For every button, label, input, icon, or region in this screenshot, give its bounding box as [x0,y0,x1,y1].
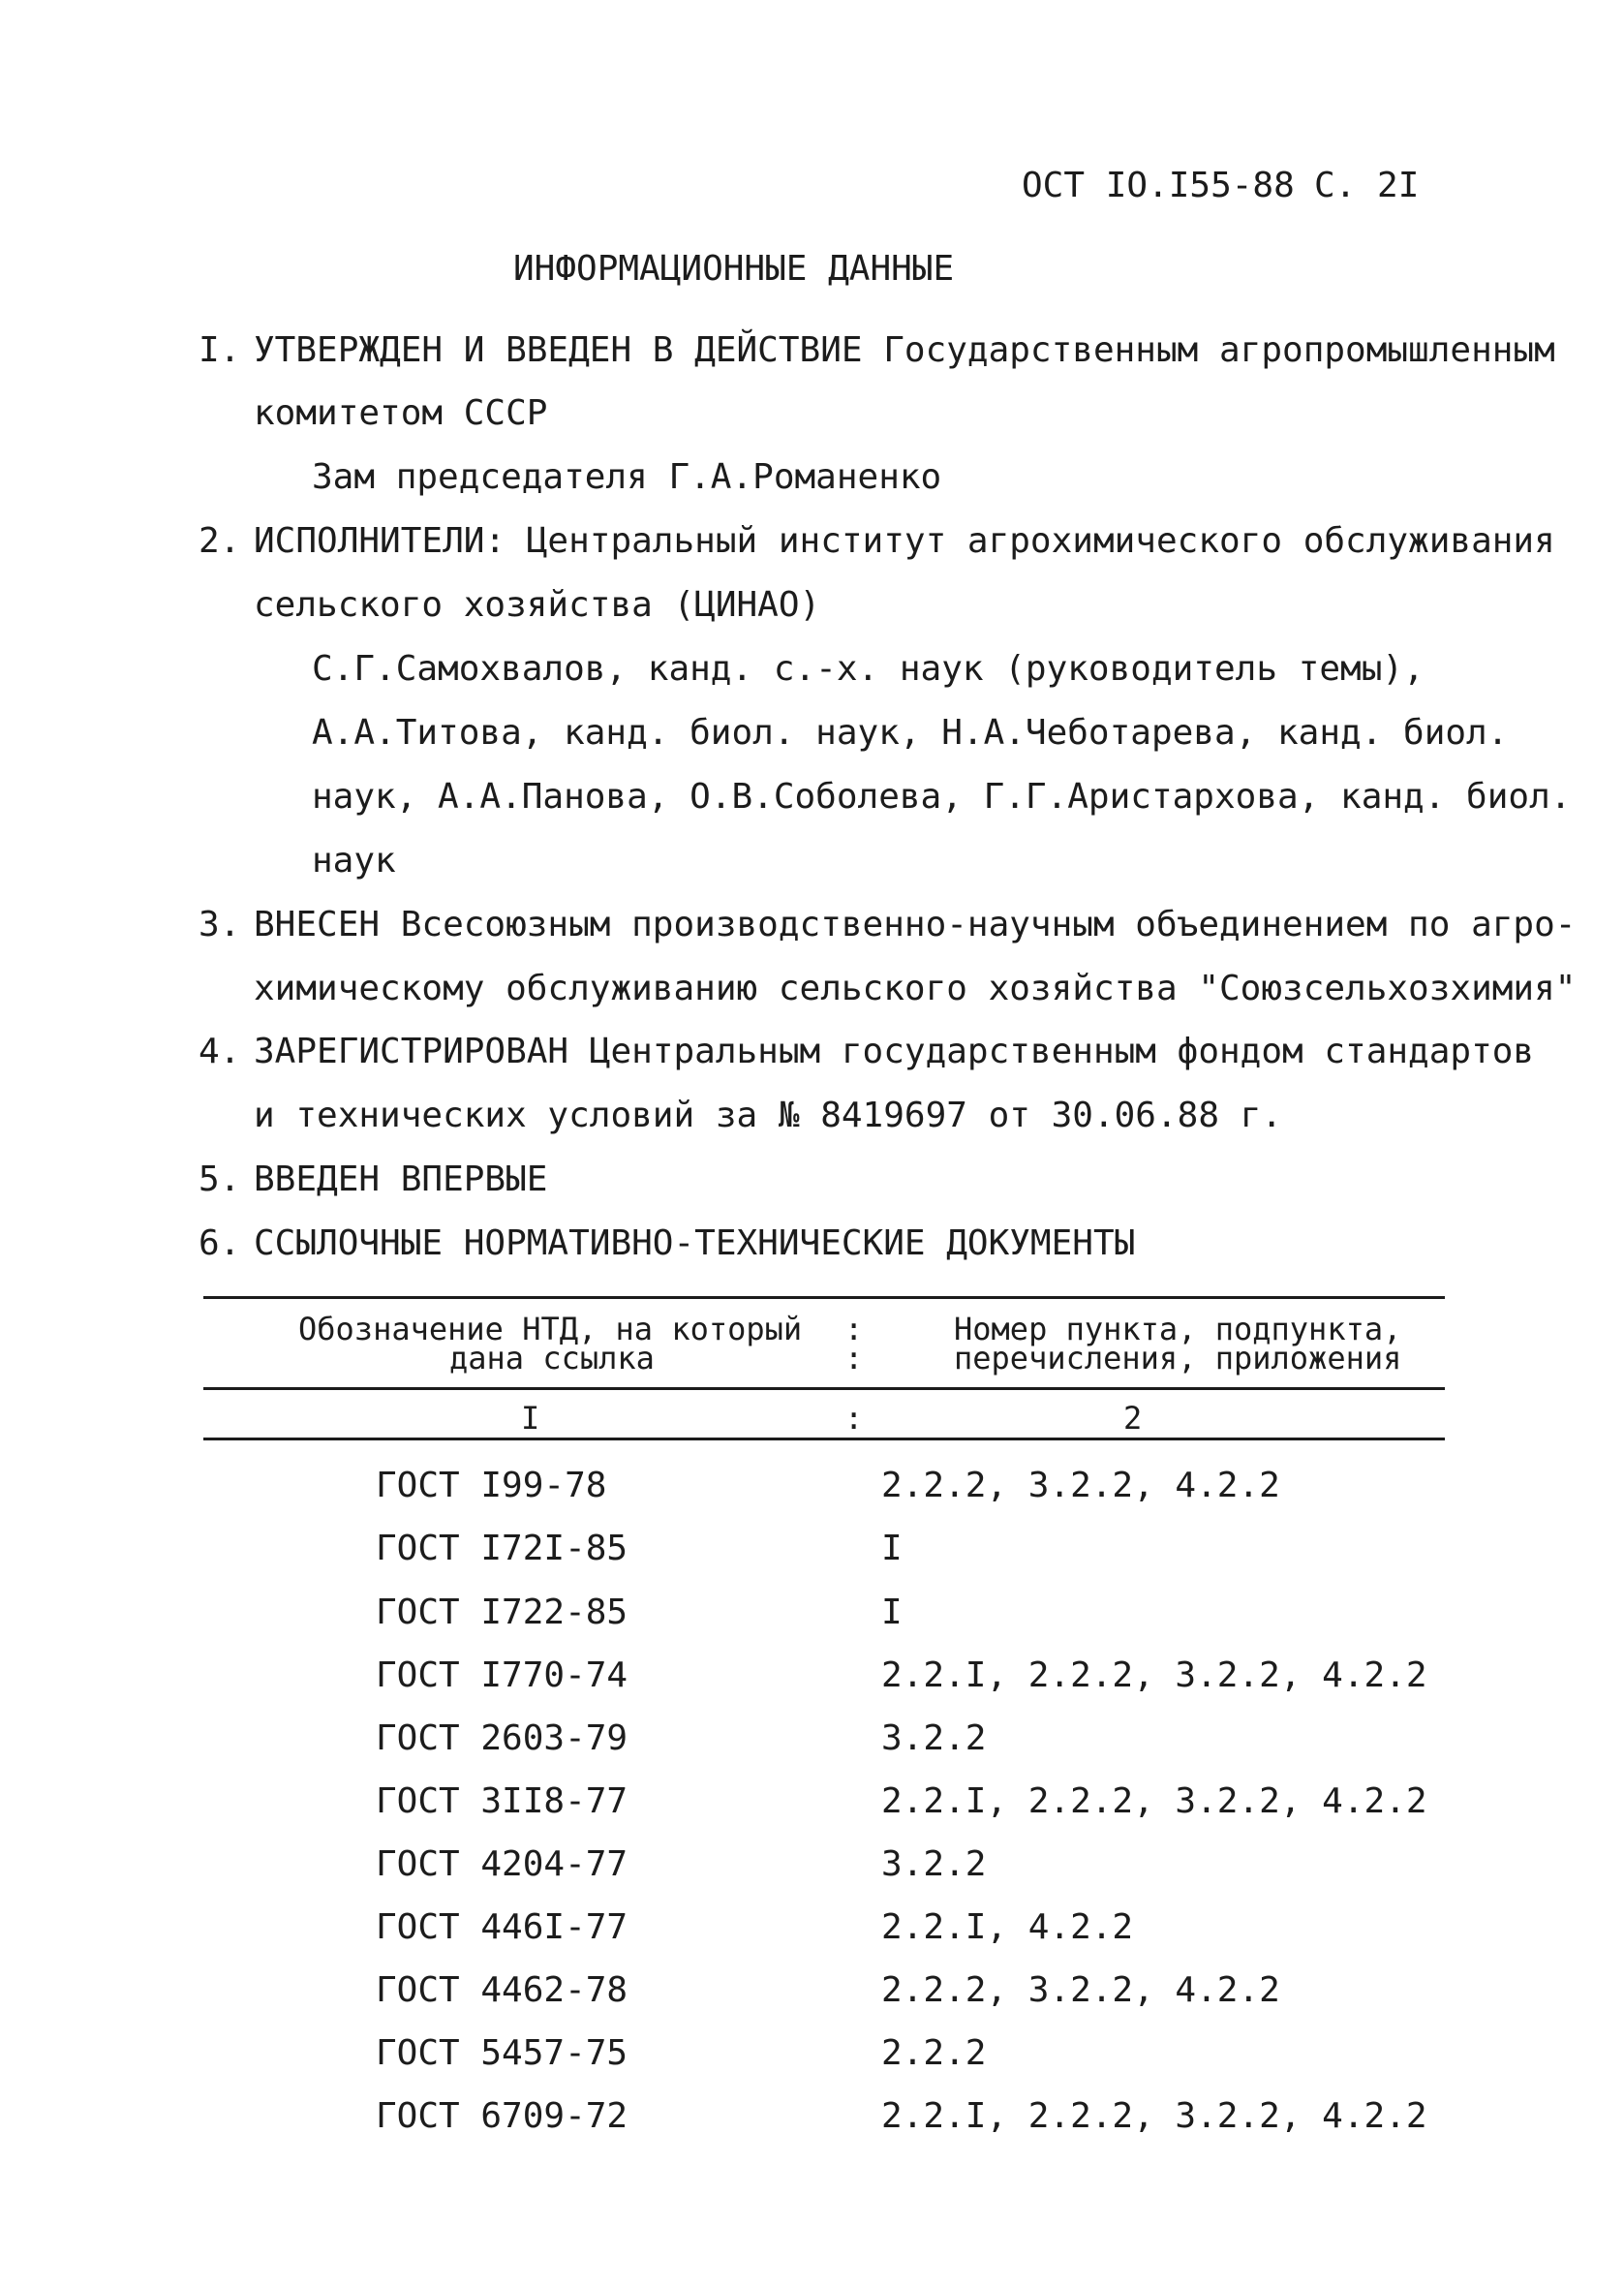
item-line: ВВЕДЕН ВПЕРВЫЕ [254,1160,548,1199]
item-number: I. [199,330,241,370]
page-number: С. 2I [1314,166,1420,205]
table-row-refs: 3.2.2 [881,1718,987,1758]
table-row-doc: ГОСТ 6709-72 [376,2096,628,2136]
item-line: ЗАРЕГИСТРИРОВАН Центральным государственным фондом стандартов [254,1032,1535,1071]
table-col2-header: перечисления, приложения [954,1340,1402,1376]
table-row-refs: 3.2.2 [881,1844,987,1884]
item-number: 5. [199,1160,241,1199]
page-title: ИНФОРМАЦИОННЫЕ ДАННЫЕ [513,249,955,289]
item-number: 3. [199,905,241,944]
item-line: и технических условий за № 8419697 от 30.06.88 г. [254,1096,1283,1135]
table-row-refs: 2.2.I, 2.2.2, 3.2.2, 4.2.2 [881,1655,1427,1695]
table-row-doc: ГОСТ 446I-77 [376,1907,628,1947]
item-line: УТВЕРЖДЕН И ВВЕДЕН В ДЕЙСТВИЕ Государственным агропромышленным [254,330,1555,370]
standard-code: ОСТ IO.I55-88 [1022,166,1295,205]
table-col2-header: Номер пункта, подпункта, [954,1311,1402,1347]
table-row-refs: 2.2.I, 2.2.2, 3.2.2, 4.2.2 [881,2096,1427,2136]
item-line: наук [312,841,396,881]
item-line: Зам председателя Г.А.Романенко [312,457,942,497]
item-number: 6. [199,1223,241,1263]
item-line: сельского хозяйства (ЦИНАО) [254,585,821,625]
table-header-separator: : [844,1340,864,1376]
item-line: химическому обслуживанию сельского хозяйства "Союзсельхозхимия" [254,969,1577,1008]
table-row-doc: ГОСТ I722-85 [376,1593,628,1632]
table-row-doc: ГОСТ 4462-78 [376,1970,628,2010]
table-header-rule [203,1387,1445,1390]
table-col2-number: 2 [1123,1400,1143,1437]
table-row-doc: ГОСТ 3II8-77 [376,1781,628,1821]
table-col1-header: дана ссылка [449,1340,655,1376]
table-row-doc: ГОСТ 4204-77 [376,1844,628,1884]
table-row-refs: I [881,1529,903,1568]
table-row-doc: ГОСТ I770-74 [376,1655,628,1695]
item-line: ИСПОЛНИТЕЛИ: Центральный институт агрохимического обслуживания [254,521,1555,561]
item-line: А.А.Титова, канд. биол. наук, Н.А.Чеботарева, канд. биол. [312,713,1509,753]
table-number-rule [203,1438,1445,1440]
table-row-refs: 2.2.2, 3.2.2, 4.2.2 [881,1466,1280,1505]
table-row-doc: ГОСТ I72I-85 [376,1529,628,1568]
table-row-refs: 2.2.2, 3.2.2, 4.2.2 [881,1970,1280,2010]
item-line: ССЫЛОЧНЫЕ НОРМАТИВНО-ТЕХНИЧЕСКИЕ ДОКУМЕНТЫ [254,1223,1136,1263]
item-number: 2. [199,521,241,561]
table-header-separator: : [844,1400,864,1437]
item-line: наук, А.А.Панова, О.В.Соболева, Г.Г.Аристархова, канд. биол. [312,777,1572,817]
table-top-rule [203,1296,1445,1299]
item-number: 4. [199,1032,241,1071]
item-line: С.Г.Самохвалов, канд. с.-х. наук (руководитель темы), [312,649,1425,689]
item-line: ВНЕСЕН Всесоюзным производственно-научным объединением по агро- [254,905,1577,944]
table-row-doc: ГОСТ 2603-79 [376,1718,628,1758]
table-row-refs: 2.2.I, 2.2.2, 3.2.2, 4.2.2 [881,1781,1427,1821]
table-row-refs: 2.2.2 [881,2033,987,2073]
table-row-refs: 2.2.I, 4.2.2 [881,1907,1134,1947]
table-row-refs: I [881,1593,903,1632]
table-col1-header: Обозначение НТД, на который [298,1311,803,1347]
item-line: комитетом СССР [254,393,548,433]
table-col1-number: I [521,1400,540,1437]
table-row-doc: ГОСТ I99-78 [376,1466,607,1505]
table-row-doc: ГОСТ 5457-75 [376,2033,628,2073]
table-header-separator: : [844,1311,864,1347]
